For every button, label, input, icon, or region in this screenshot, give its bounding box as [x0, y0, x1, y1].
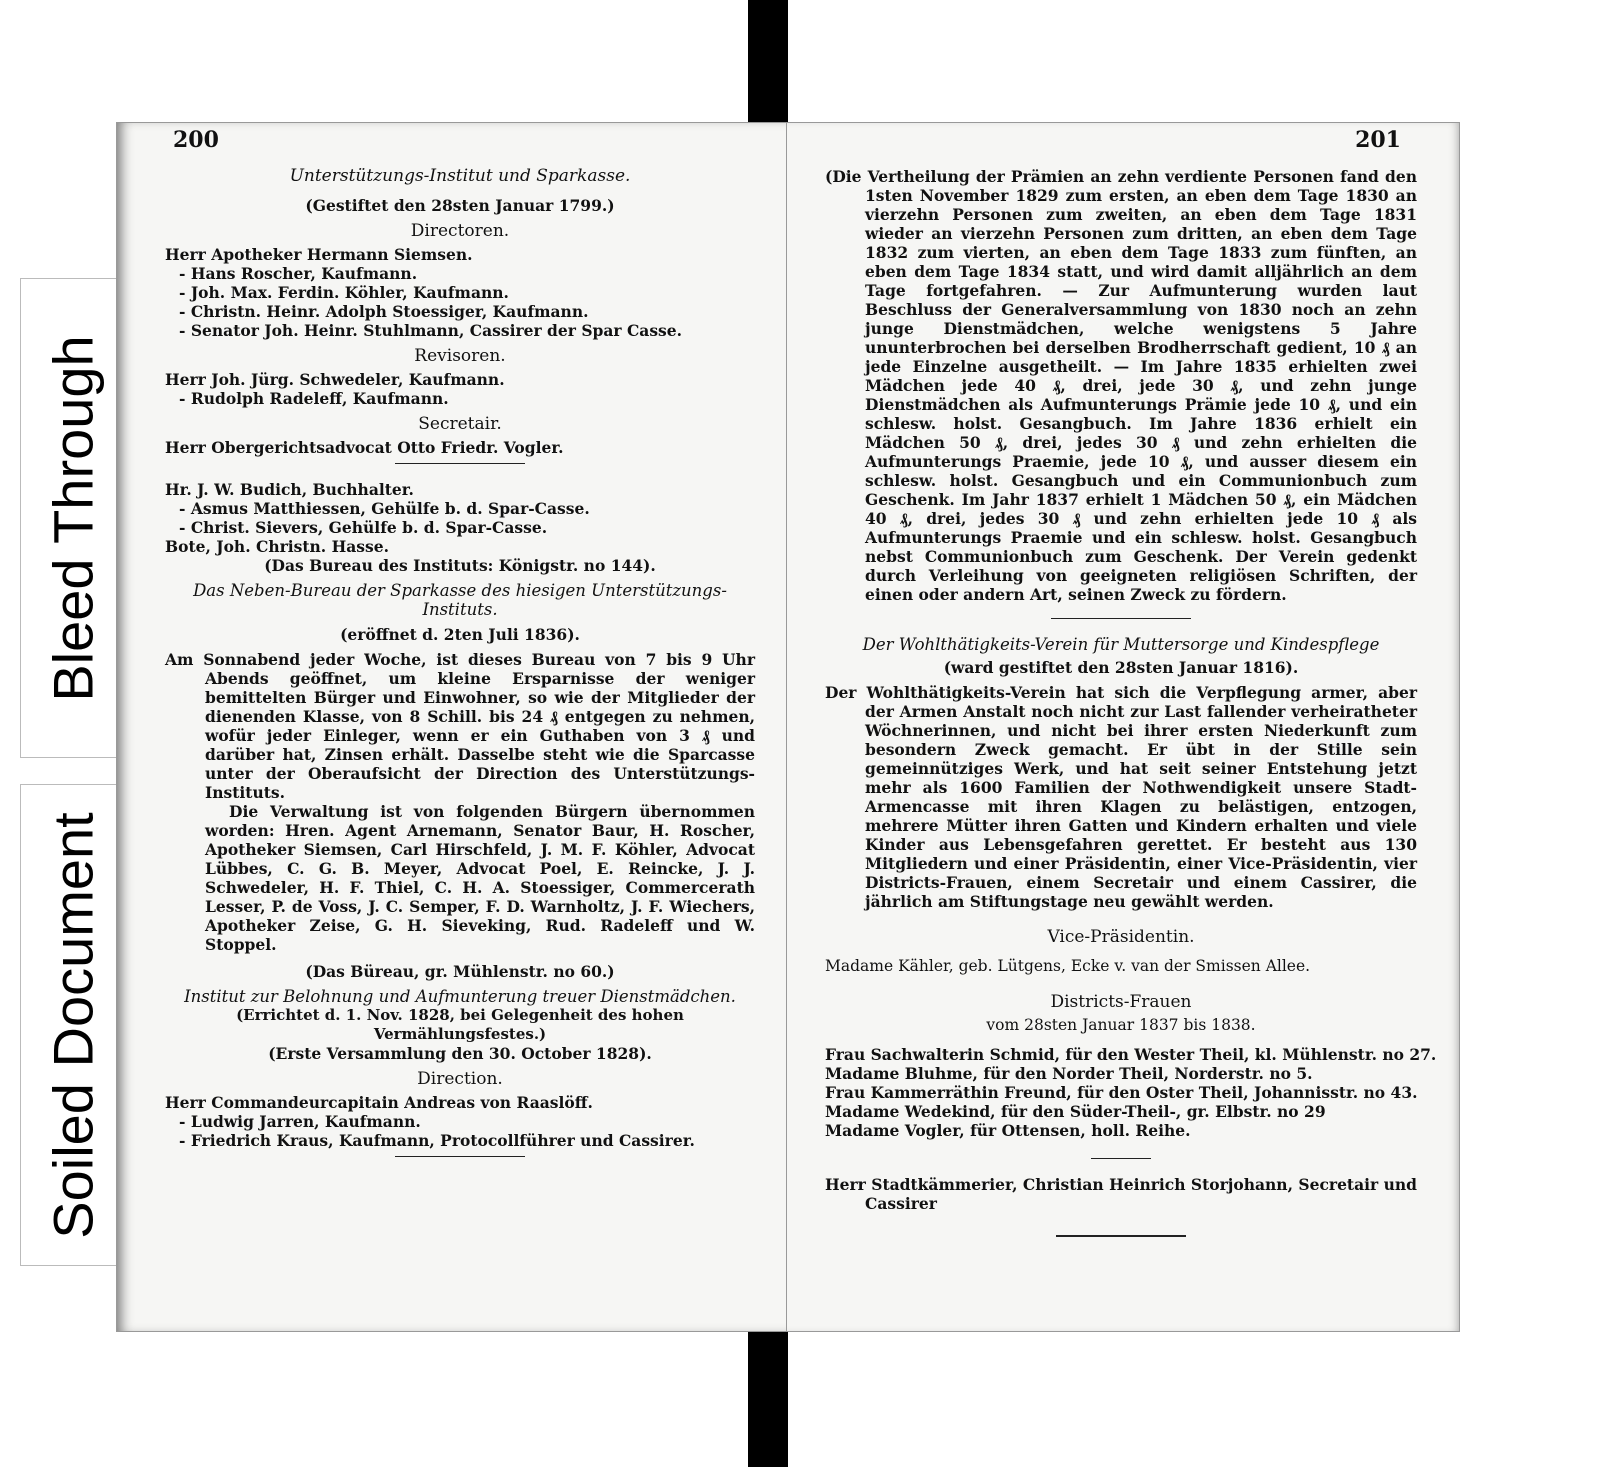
left-page — [116, 122, 794, 1332]
district-line: Frau Sachwalterin Schmid, für den Wester Theil, kl. Mühlenstr. no 27. — [825, 1045, 1437, 1064]
secretair-heading: Secretair. — [418, 414, 502, 434]
revisors-heading: Revisoren. — [414, 346, 506, 366]
staff-line: - Christ. Sievers, Gehülfe b. d. Spar-Casse. — [179, 518, 548, 537]
right-page — [786, 122, 1460, 1332]
section-title: Unterstützungs-Institut und Sparkasse. — [289, 166, 631, 186]
section-title: Institut zur Belohnung und Aufmunterung treuer Dienstmädchen. — [184, 987, 736, 1006]
director-line: - Senator Joh. Heinr. Stuhlmann, Cassirer der Spar Casse. — [179, 321, 683, 340]
revisor-line: - Rudolph Radeleff, Kaufmann. — [179, 389, 449, 408]
vice-president-line: Madame Kähler, geb. Lütgens, Ecke v. van der Smissen Allee. — [825, 957, 1311, 975]
divider — [395, 463, 525, 464]
bleed-through-text: Bleed Through — [41, 334, 105, 702]
bleed-through-label — [20, 278, 126, 758]
director-line: Herr Apotheker Hermann Siemsen. — [165, 245, 473, 264]
end-rule — [1056, 1235, 1186, 1237]
director-line: - Hans Roscher, Kaufmann. — [179, 264, 418, 283]
page-number: 201 — [1355, 127, 1401, 153]
right-page-content — [825, 167, 1437, 1247]
district-women-heading: Districts-Frauen — [1050, 992, 1192, 1012]
page-number: 200 — [173, 127, 219, 153]
direction-line: - Ludwig Jarren, Kaufmann. — [179, 1112, 421, 1131]
district-line: Madame Bluhme, für den Norder Theil, Norderstr. no 5. — [825, 1064, 1313, 1083]
secretair-line: Herr Obergerichtsadvocat Otto Friedr. Vogler. — [165, 438, 564, 457]
left-page-content — [165, 167, 755, 1163]
book-spine-top — [748, 0, 788, 128]
bureau-address: (Das Bureau des Instituts: Königstr. no 144). — [264, 556, 656, 575]
vice-president-heading: Vice-Präsidentin. — [1047, 927, 1195, 947]
paragraph: Die Verwaltung ist von folgenden Bürgern übernommen worden: Hren. Agent Arnemann, Senator Baur, H. Roscher, Apotheker Siemsen, Carl Hirschfeld, J. M. F. Köhler, Advocat Lübbes, C. G. B. Meyer, Advocat Poel, E. Reincke, J. J. Schwedeler, H. F. Thiel, C. H. A. Stoessiger, Commercerath Lesser, P. de Voss, J. C. Semper, F. D. Warnholtz, J. F. Wiechers, Apotheker Zeise, G. H. Sieveking, Rud. Radeleff und W. Stoppel. — [205, 802, 755, 954]
staff-line: - Asmus Matthiessen, Gehülfe b. d. Spar-Casse. — [179, 499, 590, 518]
staff-line: Hr. J. W. Budich, Buchhalter. — [165, 480, 414, 499]
directors-heading: Directoren. — [410, 221, 510, 241]
first-meeting-note: (Erste Versammlung den 30. October 1828). — [268, 1044, 652, 1063]
section-title: Das Neben-Bureau der Sparkasse des hiesigen Unterstützungs-Instituts. — [193, 581, 727, 619]
closing-line: Herr Stadtkämmerier, Christian Heinrich Storjohann, Secretair und Cassirer — [825, 1175, 1417, 1213]
divider — [395, 1156, 525, 1157]
erected-note: (Errichtet d. 1. Nov. 1828, bei Gelegenheit des hohen Vermählungsfestes.) — [236, 1006, 684, 1043]
founded-note: (Gestiftet den 28sten Januar 1799.) — [305, 196, 615, 215]
paragraph: (Die Vertheilung der Prämien an zehn verdiente Personen fand den 1sten November 1829 zum ersten, an eben dem Tage 1830 an vierzehn Personen zum zweiten, an eben dem Tage 1831 wieder an vierzehn Personen zum dritten, an eben dem Tage 1832 zum vierten, an eben dem Tage 1833 zum fünften, an eben dem Tage 1834 statt, und wird damit alljährlich an dem Tage fortgefahren. — Zur Aufmunterung wurden laut Beschluss der Generalversammlung von 1830 noch an zehn junge Dienstmädchen, welche wenigstens 5 Jahre ununterbrochen bei derselben Brodherrschaft gedient, 10 ₰ an jede Einzelne ausgetheilt. — Im Jahre 1835 erhielten zwei Mädchen jede 40 ₰, drei, jede 30 ₰, und zehn junge Dienstmädchen als Aufmunterungs Prämie jede 10 ₰, und ein schlesw. holst. Gesangbuch. Im Jahre 1836 erhielt ein Mädchen 50 ₰, drei, jedes 30 ₰ und zehn erhielten die Aufmunterungs Praemie, jede 10 ₰, und ausser diesem ein schlesw. holst. Gesangbuch und ein Communionbuch zum Geschenk. Im Jahr 1837 erhielt 1 Mädchen 50 ₰, ein Mädchen 40 ₰, drei, jedes 30 ₰ und zehn erhielten jede 10 ₰ als Aufmunterungs Praemie und ein schlesw. holst. Gesangbuch nebst Communionbuch zum Geschenk. Der Verein gedenkt durch Verleihung von geeigneten religiösen Schriften, der einen oder andern Art, seinen Zweck zu fördern. — [825, 167, 1417, 604]
opened-note: (eröffnet d. 2ten Juli 1836). — [340, 625, 580, 644]
district-women-period: vom 28sten Januar 1837 bis 1838. — [986, 1016, 1256, 1034]
revisor-line: Herr Joh. Jürg. Schwedeler, Kaufmann. — [165, 370, 505, 389]
soiled-document-label — [20, 784, 126, 1266]
book-spine-bottom — [748, 1326, 788, 1467]
bureau-address: (Das Büreau, gr. Mühlenstr. no 60.) — [305, 962, 615, 981]
district-line: Madame Wedekind, für den Süder-Theil-, gr. Elbstr. no 29 — [825, 1102, 1326, 1121]
direction-line: Herr Commandeurcapitain Andreas von Raaslöff. — [165, 1093, 593, 1112]
paragraph: Am Sonnabend jeder Woche, ist dieses Bureau von 7 bis 9 Uhr Abends geöffnet, um kleine Ersparnisse der weniger bemittelten Bürger und Einwohner, so wie der Mitglieder der dienenden Klasse, von 8 Schill. bis 24 ₰ entgegen zu nehmen, wofür jeder Einleger, wenn er ein Guthaben von 3 ₰ und darüber hat, Zinsen erhält. Dasselbe steht wie die Sparcasse unter der Oberaufsicht der Direction des Unterstützungs-Instituts. — [165, 650, 755, 802]
section-title: Der Wohlthätigkeits-Verein für Muttersorge und Kindespflege — [862, 635, 1380, 654]
divider — [1091, 1158, 1151, 1159]
paragraph: Der Wohlthätigkeits-Verein hat sich die Verpflegung armer, aber der Armen Anstalt noch nicht zur Last fallender verheiratheter Wöchnerinnen, und nicht bei ihrer ersten Niederkunft zum besondern Zweck gemacht. Er übt in der Stille sein gemeinnütziges Werk, und hat seit seiner Entstehung jetzt mehr als 1600 Familien der Nothwendigkeit unsere Stadt-Armencasse mit ihren Klagen zu belästigen, entzogen, mehrere Mütter ihren Gatten und Kindern erhalten und viele Kinder aus Lebensgefahren gerettet. Er besteht aus 130 Mitgliedern und einer Präsidentin, einer Vice-Präsidentin, vier Districts-Frauen, einem Secretair und einem Cassirer, die jährlich am Stiftungstage neu gewählt werden. — [825, 683, 1417, 911]
district-line: Frau Kammerräthin Freund, für den Oster Theil, Johannisstr. no 43. — [825, 1083, 1418, 1102]
direction-heading: Direction. — [417, 1069, 503, 1089]
director-line: - Joh. Max. Ferdin. Köhler, Kaufmann. — [179, 283, 509, 302]
staff-line: Bote, Joh. Christn. Hasse. — [165, 537, 389, 556]
soiled-document-text: Soiled Document — [41, 811, 105, 1239]
divider — [1051, 618, 1191, 619]
direction-line: - Friedrich Kraus, Kaufmann, Protocollführer und Cassirer. — [179, 1131, 695, 1150]
founded-note: (ward gestiftet den 28sten Januar 1816). — [943, 658, 1299, 677]
district-line: Madame Vogler, für Ottensen, holl. Reihe. — [825, 1121, 1191, 1140]
director-line: - Christn. Heinr. Adolph Stoessiger, Kaufmann. — [179, 302, 589, 321]
